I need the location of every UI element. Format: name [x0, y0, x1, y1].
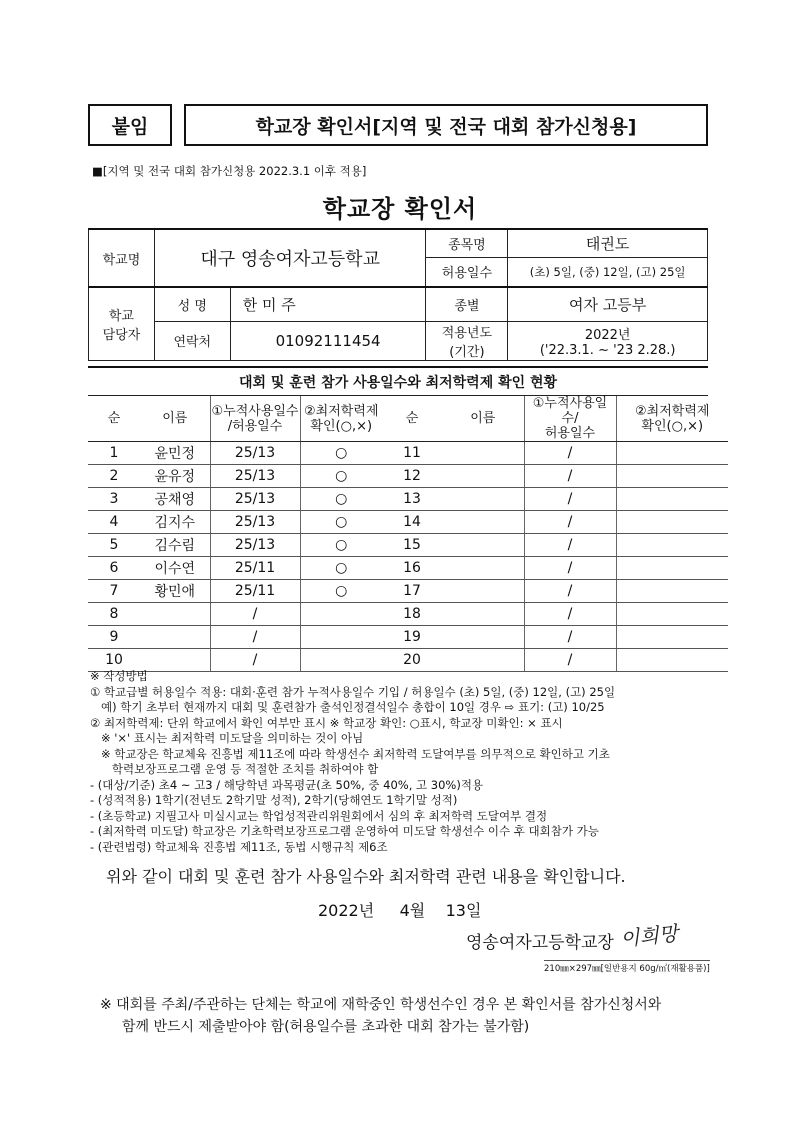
row-days: 25/11: [210, 580, 300, 603]
name-label: 성 명: [154, 287, 230, 321]
row-min-academic-2: [616, 626, 728, 649]
row-name-2: [442, 465, 524, 488]
table-row: [88, 534, 728, 557]
row-name-2: [442, 488, 524, 511]
date-year: 2022년: [318, 901, 375, 920]
instruction-line: ※ 작성방법: [90, 669, 148, 683]
row-min-academic: ○: [300, 511, 382, 534]
row-number: 4: [88, 511, 140, 534]
row-number-2: 17: [382, 580, 442, 603]
row-name-2: [442, 626, 524, 649]
row-number: 5: [88, 534, 140, 557]
row-days: 25/13: [210, 442, 300, 465]
row-number-2: 11: [382, 442, 442, 465]
participation-table: [88, 396, 728, 672]
info-table: [88, 228, 708, 361]
row-days-2: /: [524, 649, 616, 672]
row-number: 2: [88, 465, 140, 488]
row-days: /: [210, 649, 300, 672]
row-number: 10: [88, 649, 140, 672]
row-min-academic: ○: [300, 580, 382, 603]
row-days-2: /: [524, 557, 616, 580]
row-number: 9: [88, 626, 140, 649]
contact-label: 연락처: [154, 321, 230, 360]
row-name-2: [442, 511, 524, 534]
row-name: 윤민정: [140, 442, 210, 465]
row-min-academic-2: [616, 649, 728, 672]
page-title: 학교장 확인서: [322, 194, 478, 223]
row-days: /: [210, 626, 300, 649]
instructions: [90, 669, 615, 855]
header-days-2: ①누적사용일수/ 허용일수: [524, 396, 616, 442]
row-number-2: 12: [382, 465, 442, 488]
allowed-days-value: (초) 5일, (중) 12일, (고) 25일: [508, 257, 708, 287]
header-no-2: 순: [382, 396, 442, 442]
instruction-line: 학력보장프로그램 운영 등 적절한 조치를 취하여야 함: [90, 762, 379, 776]
row-number: 8: [88, 603, 140, 626]
school-label: 학교명: [89, 229, 155, 287]
row-days: 25/11: [210, 557, 300, 580]
row-name: 김지수: [140, 511, 210, 534]
category-value: 여자 고등부: [508, 287, 708, 321]
row-name-2: [442, 603, 524, 626]
row-min-academic: ○: [300, 442, 382, 465]
applicability-note: ■[지역 및 전국 대회 참가신청용 2022.3.1 이후 적용]: [92, 164, 367, 178]
row-days: 25/13: [210, 534, 300, 557]
header-min-academic-2: ②최저학력제 확인(○,×): [616, 396, 728, 442]
row-min-academic-2: [616, 557, 728, 580]
table-row: [88, 442, 728, 465]
event-value: 태권도: [508, 229, 708, 257]
date-month: 4월: [399, 901, 426, 920]
header-no: 순: [88, 396, 140, 442]
row-days-2: /: [524, 603, 616, 626]
row-name-2: [442, 557, 524, 580]
row-name-2: [442, 534, 524, 557]
row-min-academic: [300, 626, 382, 649]
principal-signature: 이희망: [619, 921, 680, 951]
row-days: /: [210, 603, 300, 626]
row-number-2: 13: [382, 488, 442, 511]
row-min-academic-2: [616, 580, 728, 603]
row-min-academic: ○: [300, 488, 382, 511]
row-days: 25/13: [210, 488, 300, 511]
table-row: [88, 488, 728, 511]
instruction-line: ※ '×' 표시는 최저학력 미도달을 의미하는 것이 아님: [90, 731, 364, 745]
category-label: 종별: [426, 287, 508, 321]
allowed-days-label: 허용일수: [426, 257, 508, 287]
row-name: 윤유정: [140, 465, 210, 488]
row-min-academic: ○: [300, 534, 382, 557]
header-name: 이름: [140, 396, 210, 442]
instruction-line: ※ 학교장은 학교체육 진흥법 제11조에 따라 학생선수 최저학력 도달여부를 의무적으로 확인하고 기초: [90, 746, 610, 761]
table-row: [88, 603, 728, 626]
date-day: 13일: [445, 901, 482, 920]
instruction-line: - (대상/기준) 초4 ~ 고3 / 해당학년 과목평균(초 50%, 중 40%, 고 30%)적용: [90, 777, 484, 792]
instruction-line: ② 최저학력제: 단위 학교에서 확인 여부만 표시 ※ 학교장 확인: ○표시, 학교장 미확인: × 표시: [90, 715, 563, 730]
name-value: 한 미 주: [230, 287, 426, 321]
row-min-academic-2: [616, 511, 728, 534]
table-row: [88, 580, 728, 603]
manager-label: 학교 담당자: [89, 287, 155, 360]
header-min-academic: ②최저학력제 확인(○,×): [300, 396, 382, 442]
row-days-2: /: [524, 488, 616, 511]
row-min-academic-2: [616, 442, 728, 465]
row-name: 황민애: [140, 580, 210, 603]
contact-value: 01092111454: [230, 321, 426, 360]
instruction-line: - (초등학교) 지필고사 미실시교는 학업성적관리위원회에서 심의 후 최저학력 도달여부 결정: [90, 808, 548, 823]
instruction-line: - (성적적용) 1학기(전년도 2학기말 성적), 2학기(당해연도 1학기말 성적): [90, 793, 458, 807]
row-name-2: [442, 442, 524, 465]
instruction-line: - (관련법령) 학교체육 진흥법 제11조, 동법 시행규칙 제6조: [90, 839, 388, 854]
event-label: 종목명: [426, 229, 508, 257]
applied-year-label: 적용년도 (기간): [426, 321, 508, 360]
row-number-2: 20: [382, 649, 442, 672]
row-number: 1: [88, 442, 140, 465]
instruction-line: ① 학교급별 허용일수 적용: 대회·훈련 참가 누적사용일수 기입 / 허용일수 (초) 5일, (중) 12일, (고) 25일: [90, 684, 616, 699]
confirmation-statement: 위와 같이 대회 및 훈련 참가 사용일수와 최저학력 관련 내용을 확인합니다.: [106, 867, 626, 886]
attachment-tag: 붙임: [88, 104, 172, 146]
row-number-2: 18: [382, 603, 442, 626]
row-number-2: 19: [382, 626, 442, 649]
row-number: 7: [88, 580, 140, 603]
row-name: [140, 603, 210, 626]
signer-name: 영송여자고등학교장: [466, 933, 614, 953]
table-row: [88, 626, 728, 649]
row-number-2: 15: [382, 534, 442, 557]
instruction-line: 예) 학기 초부터 현재까지 대회 및 훈련참가 출석인정결석일수 총합이 10일 경우 ⇨ 표기: (고) 10/25: [90, 700, 605, 714]
row-name: [140, 626, 210, 649]
document-header-title: 학교장 확인서[지역 및 전국 대회 참가신청용]: [184, 104, 708, 146]
row-number: 3: [88, 488, 140, 511]
row-days-2: /: [524, 465, 616, 488]
row-number-2: 14: [382, 511, 442, 534]
row-days-2: /: [524, 511, 616, 534]
row-days-2: /: [524, 580, 616, 603]
row-name: 김수림: [140, 534, 210, 557]
paper-spec: 210㎜×297㎜[일반용지 60g/㎡(재활용품)]: [544, 960, 710, 974]
table-row: [88, 557, 728, 580]
row-min-academic-2: [616, 603, 728, 626]
row-min-academic: [300, 603, 382, 626]
header-days: ①누적사용일수 /허용일수: [210, 396, 300, 442]
school-name: 대구 영송여자고등학교: [154, 229, 426, 287]
row-days-2: /: [524, 442, 616, 465]
row-name: 이수연: [140, 557, 210, 580]
applied-year-value: 2022년 ('22.3.1. ~ '23 2.28.): [508, 321, 708, 360]
row-number-2: 16: [382, 557, 442, 580]
row-min-academic-2: [616, 534, 728, 557]
header-name-2: 이름: [442, 396, 524, 442]
row-min-academic-2: [616, 465, 728, 488]
table-row: [88, 465, 728, 488]
section-title: 대회 및 훈련 참가 사용일수와 최저학력제 확인 현황: [88, 366, 708, 396]
table-row: [88, 511, 728, 534]
row-min-academic: ○: [300, 465, 382, 488]
instruction-line: - (최저학력 미도달) 학교장은 기초학력보장프로그램 운영하여 미도달 학생선수 이수 후 대회참가 가능: [90, 824, 599, 838]
row-name: 공채영: [140, 488, 210, 511]
footer-note: ※ 대회를 주최/주관하는 단체는 학교에 재학중인 학생선수인 경우 본 확인서를 참가신청서와 함께 반드시 제출받아야 함(허용일수를 초과한 대회 참가는 불가함): [100, 997, 662, 1035]
row-days-2: /: [524, 626, 616, 649]
row-days: 25/13: [210, 465, 300, 488]
row-number: 6: [88, 557, 140, 580]
row-min-academic: ○: [300, 557, 382, 580]
row-days-2: /: [524, 534, 616, 557]
row-min-academic-2: [616, 488, 728, 511]
confirmation-date: [318, 898, 481, 921]
row-days: 25/13: [210, 511, 300, 534]
row-name-2: [442, 580, 524, 603]
